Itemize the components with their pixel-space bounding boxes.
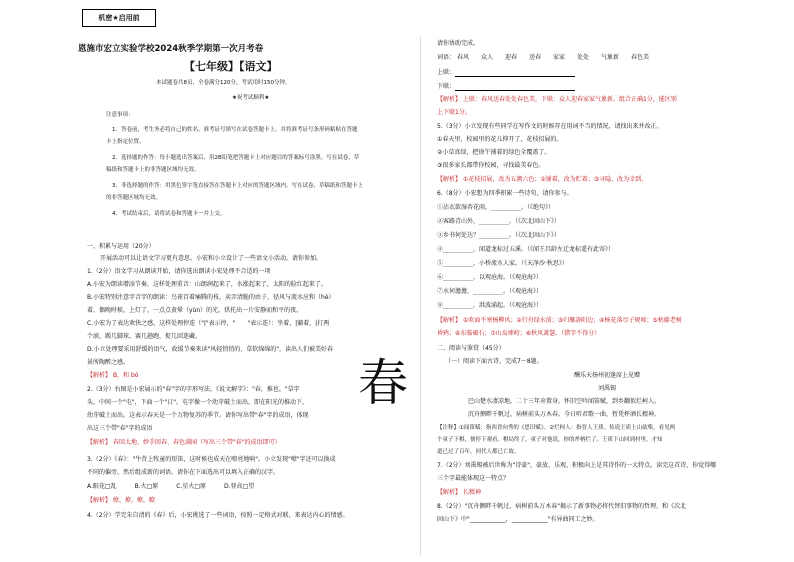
upper-couplet [437, 68, 575, 77]
seal-character-image [356, 352, 410, 416]
q1-option-c2: 个滚，踢几脚球，赛几趟跑，捉几回迷藏。 [87, 333, 202, 340]
words-label: 词语： [437, 54, 456, 61]
poem-blank-5: ⑤__________，小桥流水人家。（《天净沙·秋思》） [437, 260, 568, 267]
lower-label: 下联： [437, 83, 456, 90]
q8-line-a: 8.（2分）"沉舟侧畔千帆过，病树前头万木春"揭示了新事物必将代替旧事物的哲理，和《次北 [437, 503, 687, 510]
poem-note-b: 个童子下棋，便停下观看。棋局终了，童子对他说，你的斧柄烂了。王质下山回到村里，才知 [437, 437, 663, 443]
poem-blank-3: ③乡书何处达？__________。（《次北固山下》） [437, 232, 561, 239]
q6-stem: 6.（8分）小宏想为四季积累一些诗句，请你参与。 [437, 190, 573, 197]
note-4: 4．考试结束后，请将试卷和答题卡一并上交。 [112, 211, 226, 217]
answer-label: 【解析】 [437, 489, 462, 496]
q1-option-b2: 着。偶晚时候，上灯了，一点点黄晕（yùn）的光，烘托出一片安静而和平的夜。 [87, 307, 303, 314]
q3-line-b: 不同的偏旁，然后组成新的词语。请你在下面选出可以填入正确的汉字。 [87, 469, 280, 476]
poem-blank-2: ②客路青山外，__________。（《次北固山下》） [437, 218, 561, 225]
notes-title: 注意事项： [106, 112, 134, 118]
right-column [420, 0, 794, 562]
q3-options: A.眼花□乱 B.火□原 C.星火□原 D.登高□望 [87, 483, 255, 490]
poem-blank-1: ①沾衣欲湿杏花雨，__________。（《绝句》） [437, 204, 555, 211]
poem-blank-7: ⑦水何澹澹，__________。（《观沧海》） [437, 288, 543, 295]
q4-stem: 4.（2分）学完朱自清的《春》后，小宏挑选了一些词语，按照一定格式对联，来表达内心的情感。 [87, 512, 349, 519]
answer-1 [87, 372, 138, 380]
note-3b: 的非答题区域均无效。 [106, 195, 162, 201]
q1-option-d: D.小立处理要采用舒缓的语气，故缓节奏来读"风轻悄悄的，草软绵绵的"，读出人们被美好春 [87, 346, 334, 353]
answer-text: 春回大地、妙手回春、春色满园（写出三个带"春"的成语即可） [112, 439, 281, 446]
answer-6 [437, 317, 682, 325]
words-list: 春风 众人 迎春 送春 家家 处处 气象新 春色美 [456, 54, 649, 61]
note-1a: 1．答卷前，考生务必将自己的姓名、准考证号填写在试卷答题卡上，并将准考证号条形码粘贴在答题 [112, 127, 358, 133]
answer-text: ①吹面不寒杨柳风；②行舟绿水前；③归雁洛阳边；④杨花落尽子规啼；⑤枯藤老树 [462, 317, 682, 324]
answer-6b: 昏鸦；⑥东临碣石；⑦山岛竦峙；⑧秋风萧瑟。（错字不得分） [437, 330, 601, 337]
good-luck: ★祝考试顺利★ [232, 95, 270, 101]
grade-subject: 【七年级】【语文】 [184, 60, 278, 73]
poem-blank-6: ⑥__________，以观沧海。（《观沧海》） [437, 274, 543, 281]
answer-label: 【解析】 [87, 497, 112, 504]
answer-7 [437, 489, 481, 497]
reading-1-title: （一）阅读下面古诗，完成7～8题。 [445, 358, 543, 365]
answer-4b: 上下联1分。 [437, 109, 471, 116]
q2-line-c: 幼芽破土而出。这表示春天是一个万物复苏的季节。请你写出带"春"字的成语，体现 [87, 412, 309, 419]
q1-option-c: C.小宏为了表达欢快之感，这样处理停连（"|"表示停，" "表示连）：坐着，|躺着，|打两 [87, 320, 330, 327]
answer-text: 上联：春风送春处处春色美，下联：众人迎春家家气象新。组合正确1分，能区别 [462, 96, 677, 103]
answer-4 [437, 96, 677, 104]
q2-line-a: 2.（3分）右图是小宏展示的"春"字的字形写法。《说文解字》："春，推也。"草字 [87, 386, 300, 393]
poem-author: 刘禹锡 [597, 385, 616, 392]
lower-blank[interactable] [455, 82, 575, 91]
q1-option-d2: 景所陶醉之感。 [87, 359, 130, 366]
section1-title: 一、积累与运用（20分） [87, 243, 155, 250]
q2-line-d: 出这三个带"春"字的成语 [87, 425, 153, 432]
lower-couplet [437, 82, 575, 91]
answer-label: 【解析】 [437, 176, 462, 183]
paper-info: 本试题卷共8页，全卷满分120分，考试用时150分钟。 [156, 80, 291, 86]
answer-label: 【解析】 [437, 96, 462, 103]
poem-line-2: 沉舟侧畔千帆过，病树前头万木春。今日听君歌一曲，暂凭杯酒长精神。 [468, 411, 661, 418]
section2-title: 二、阅读与鉴赏（45分） [437, 345, 505, 352]
q7-line-b: 三个字最能体现这一特点？ [437, 475, 510, 482]
poem-blank-4: ④__________，闻道龙标过五溪。（《闻王昌龄左迁龙标遥有此寄》） [437, 246, 615, 253]
section1-intro: 开展活动可以让语文学习更有意思。小宏和小立设计了一些语文小活动，请你参加。 [100, 255, 323, 262]
q1-option-b: B.小宏特别注意字音字的朗读：鸟雀百着痛腾的枝，卖弄清脆的由子，径风与流水应和（hè） [87, 294, 335, 301]
seal-char: 春 [358, 354, 408, 412]
answer-text: 长精神 [462, 489, 481, 496]
poem-note-c: 道已过了百年，同代人都已亡故。 [437, 449, 520, 455]
school-title: 恩施市宏立实验学校2024秋季学期第一次月考卷 [78, 44, 264, 54]
poem-title: 酬乐天扬州初逢席上见赠 [573, 372, 640, 379]
secret-label: 机密★启用前 [82, 9, 156, 27]
q7-line-a: 7.（2分）刘禹锡被后世称为"诗豪"，豪放、乐观、积极向上是其诗作的一大特点。读完这首诗，你觉得哪 [437, 462, 717, 469]
q1-option-a: A.小宏为朗读增添节奏，这样处理重音：山朗润起来了，水涨起来了，太阳的脸红起来了。 [87, 281, 327, 288]
answer-label: 【解析】 [437, 317, 462, 324]
q5-stem: 5.（3分）小立发现有些同学在写作文的时候存在用词不当的情况，请找出来并改正。 [437, 123, 663, 130]
answer-label: 【解析】 [87, 439, 112, 446]
q1-stem: 1.（2分）语文学习从朗读开始，请你选出朗读小宏处理不合适的一项 [87, 268, 271, 275]
answer-5 [437, 176, 647, 184]
answer-text: B，和 bó [112, 372, 139, 379]
q5-item-2: ②小草真绿，把徐午铺着的绿色全覆盖了。 [437, 149, 551, 156]
words-row [437, 54, 649, 62]
answer-text: 缭，燎，燎，瞭 [112, 497, 155, 504]
note-2a: 2．选择题的作答：每小题选出答案后，用2B铅笔把答题卡上对应题目的答案标号涂黑。写在试卷、草 [112, 155, 360, 161]
answer-3 [87, 497, 155, 505]
upper-blank[interactable] [455, 68, 575, 77]
note-1b: 卡上指定位置。 [106, 139, 145, 145]
q5-item-3: ③很多家长都带你校园，寻找最美春色。 [437, 162, 545, 169]
poem-blank-8: ⑧__________，洪波涌起。（《观沧海》） [437, 302, 543, 309]
q2-line-b: 头，中间一个"屯"，下面一个"日"。屯字像一个幼芽破土而出，即在阳光的推动下， [87, 399, 309, 406]
poem-line-1: 巴山楚水凄凉地，二十三年弃置身。怀旧空吟闻笛赋，到乡翻似烂柯人。 [468, 398, 661, 405]
r-intro: 请你协助完成。 [437, 40, 480, 47]
answer-2 [87, 439, 280, 447]
upper-label: 上联： [437, 69, 456, 76]
q5-item-1: ①春天里，校园里的花儿抑开了，花枝招展的。 [437, 136, 563, 143]
note-3a: 3．非选择题的作答：用黑色签字笔直接答在答题卡上对应的答题区域内。写在试卷、草稿纸和答题卡上 [112, 183, 364, 189]
poem-note-a: 【注释】①闻笛赋：指西晋向秀的《思旧赋》。②烂柯人：指晋人王质。传说王质上山砍柴，看见两 [437, 425, 676, 431]
answer-text: ①花枝招展，改为五颜六色；②铺着，改为贮着；③寻隐，改为幸到。 [462, 176, 648, 183]
answer-label: 【解析】 [87, 372, 112, 379]
q3-line-a: 3.（2分）《春》："牛背上牧童的短笛，这时候也成天在嘹亮地响"。小立发现"嘹"字还可以换成 [87, 456, 336, 463]
note-2b: 稿纸和答题卡上的非答题区域均无效。 [106, 167, 200, 173]
q8-line-b: 固山下》中"____________，____________"有异曲同工之妙。 [437, 516, 599, 523]
